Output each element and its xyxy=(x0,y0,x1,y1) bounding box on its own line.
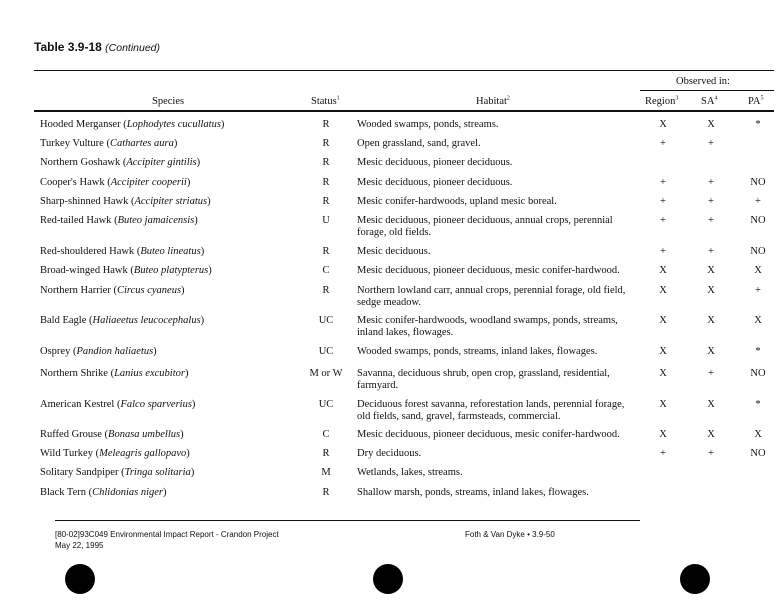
latin-open-paren: ( xyxy=(127,265,134,276)
habitat-cell: Northern lowland carr, annual crops, perennial forage, old field, sedge meadow. xyxy=(357,285,626,308)
species-latin-name: Buteo lineatus xyxy=(140,246,201,257)
footer-date: May 22, 1995 xyxy=(55,541,104,550)
latin-open-paren: ( xyxy=(103,138,110,149)
region-cell: + xyxy=(660,246,666,257)
species-common-name: Sharp-shinned Hawk xyxy=(40,196,129,207)
region-cell: X xyxy=(659,119,667,130)
latin-open-paren: ( xyxy=(134,246,141,257)
sa-cell: + xyxy=(708,215,714,226)
pa-cell: NO xyxy=(750,177,766,188)
observed-in-header: Observed in: xyxy=(676,76,730,87)
habitat-cell: Wooded swamps, ponds, streams. xyxy=(357,119,499,130)
species-latin-name: Cathartes aura xyxy=(109,138,174,149)
footer-page-ref: Foth & Van Dyke • 3.9-50 xyxy=(465,530,555,539)
region-cell: X xyxy=(659,368,667,379)
status-cell: M xyxy=(321,467,331,478)
species-common-name: Osprey xyxy=(40,346,71,357)
species-cell xyxy=(40,215,198,226)
sa-cell: X xyxy=(707,399,715,410)
latin-close-paren: ) xyxy=(220,119,225,130)
species-cell xyxy=(40,265,212,276)
status-header-label: Status xyxy=(311,96,337,107)
status-cell: R xyxy=(322,157,330,168)
region-cell: + xyxy=(660,215,666,226)
latin-open-paren: ( xyxy=(70,346,77,357)
latin-close-paren: ) xyxy=(200,315,205,326)
pa-cell: + xyxy=(755,196,761,207)
habitat-cell: Mesic conifer-hardwoods, woodland swamps, ponds, streams, inland lakes, flowages. xyxy=(357,315,618,338)
status-cell: M or W xyxy=(309,368,343,379)
status-cell: UC xyxy=(318,399,334,410)
footer-doc-id: [80-02]93C049 Environmental Impact Report - Crandon Project xyxy=(55,530,279,539)
habitat-cell: Dry deciduous. xyxy=(357,448,422,459)
species-cell xyxy=(40,196,211,207)
status-cell: UC xyxy=(318,315,334,326)
status-cell: R xyxy=(322,119,330,130)
table-number: Table 3.9-18 xyxy=(34,40,102,54)
species-cell xyxy=(40,285,185,296)
species-latin-name: Falco sparverius xyxy=(120,399,192,410)
habitat-header-label: Habitat xyxy=(476,96,507,107)
species-latin-name: Buteo jamaicensis xyxy=(117,215,195,226)
species-latin-name: Lanius excubitor xyxy=(114,368,185,379)
species-latin-name: Accipiter striatus xyxy=(134,196,208,207)
sa-cell: + xyxy=(708,138,714,149)
pa-cell: * xyxy=(755,399,761,410)
species-common-name: Cooper's Hawk xyxy=(40,177,105,188)
sa-cell: X xyxy=(707,285,715,296)
status-cell: R xyxy=(322,196,330,207)
status-cell: C xyxy=(322,265,330,276)
punch-hole-center xyxy=(373,564,403,594)
region-cell: X xyxy=(659,265,667,276)
column-header-species: Species xyxy=(152,96,185,107)
status-cell: R xyxy=(322,487,330,498)
region-cell: X xyxy=(659,429,667,440)
latin-close-paren: ) xyxy=(190,467,195,478)
species-latin-name: Accipiter gintilis xyxy=(126,157,197,168)
latin-close-paren: ) xyxy=(153,346,157,357)
species-latin-name: Pandion haliaetus xyxy=(76,346,154,357)
sa-cell: X xyxy=(707,429,715,440)
latin-open-paren: ( xyxy=(118,467,125,478)
pa-cell: NO xyxy=(750,246,766,257)
sa-header-label: SA xyxy=(701,96,715,107)
habitat-cell: Shallow marsh, ponds, streams, inland lakes, flowages. xyxy=(357,487,589,498)
pa-cell: * xyxy=(755,119,761,130)
pa-cell: * xyxy=(755,346,761,357)
sa-cell: X xyxy=(707,346,715,357)
species-cell xyxy=(40,138,177,149)
region-footnote-marker: 3 xyxy=(675,95,679,102)
habitat-cell: Mesic deciduous, pioneer deciduous. xyxy=(357,157,513,168)
species-common-name: Northern Harrier xyxy=(40,285,111,296)
status-cell: R xyxy=(322,177,330,188)
status-cell: U xyxy=(322,215,330,226)
species-latin-name: Lophodytes cucullatus xyxy=(126,119,221,130)
punch-hole-right xyxy=(680,564,710,594)
species-common-name: Wild Turkey xyxy=(40,448,93,459)
species-cell xyxy=(40,448,190,459)
status-cell: C xyxy=(322,429,330,440)
species-cell xyxy=(40,467,194,478)
latin-close-paren: ) xyxy=(181,285,185,296)
species-cell xyxy=(40,368,188,379)
latin-open-paren: ( xyxy=(120,119,127,130)
region-cell: X xyxy=(659,399,667,410)
sa-cell: X xyxy=(707,315,715,326)
pa-cell: X xyxy=(754,265,762,276)
habitat-cell: Mesic deciduous. xyxy=(357,246,431,257)
status-cell: R xyxy=(322,448,330,459)
latin-close-paren: ) xyxy=(186,177,191,188)
latin-close-paren: ) xyxy=(180,429,184,440)
latin-open-paren: ( xyxy=(92,448,100,459)
latin-close-paren: ) xyxy=(196,157,201,168)
sa-cell: X xyxy=(707,265,715,276)
species-common-name: Turkey Vulture xyxy=(40,138,104,149)
species-cell xyxy=(40,346,157,357)
latin-close-paren: ) xyxy=(184,368,189,379)
species-cell xyxy=(40,157,200,168)
status-cell: UC xyxy=(318,346,334,357)
species-latin-name: Tringa solitaria xyxy=(124,467,191,478)
sa-footnote-marker: 4 xyxy=(714,95,718,102)
species-common-name: American Kestrel xyxy=(40,399,115,410)
punch-hole-left xyxy=(65,564,95,594)
pa-cell: X xyxy=(754,429,762,440)
species-latin-name: Circus cyaneus xyxy=(116,285,182,296)
latin-open-paren: ( xyxy=(104,177,111,188)
continued-label: (Continued) xyxy=(105,42,161,54)
sa-cell: + xyxy=(708,177,714,188)
species-common-name: Hooded Merganser xyxy=(40,119,121,130)
habitat-footnote-marker: 2 xyxy=(506,95,510,102)
habitat-cell: Mesic deciduous, pioneer deciduous, mesic conifer-hardwood. xyxy=(357,429,620,440)
species-latin-name: Meleagris gallopavo xyxy=(99,448,187,459)
region-cell: X xyxy=(659,285,667,296)
habitat-cell: Deciduous forest savanna, reforestation lands, perennial forage, old fields, sand, gravel, farmsteads, commercial. xyxy=(357,399,625,422)
region-cell: X xyxy=(659,346,667,357)
sa-cell: + xyxy=(708,196,714,207)
region-header-label: Region xyxy=(645,96,676,107)
region-cell: + xyxy=(660,196,666,207)
species-cell xyxy=(40,315,204,326)
species-latin-name: Buteo platypterus xyxy=(133,265,209,276)
region-cell: + xyxy=(660,177,666,188)
latin-open-paren: ( xyxy=(114,399,121,410)
species-common-name: Broad-winged Hawk xyxy=(40,265,128,276)
species-cell xyxy=(40,399,195,410)
latin-open-paren: ( xyxy=(86,487,93,498)
habitat-cell: Mesic deciduous, pioneer deciduous, annual crops, perennial forage, old fields. xyxy=(357,215,613,238)
habitat-cell: Mesic deciduous, pioneer deciduous, mesic conifer-hardwood. xyxy=(357,265,620,276)
species-latin-name: Chlidonias niger xyxy=(92,487,164,498)
latin-open-paren: ( xyxy=(86,315,93,326)
pa-cell: + xyxy=(755,285,761,296)
region-cell: X xyxy=(659,315,667,326)
region-cell: + xyxy=(660,138,666,149)
species-cell xyxy=(40,246,204,257)
species-latin-name: Haliaeetus leucocephalus xyxy=(92,315,201,326)
sa-cell: X xyxy=(707,119,715,130)
species-common-name: Red-tailed Hawk xyxy=(40,215,112,226)
species-common-name: Solitary Sandpiper xyxy=(40,467,119,478)
latin-close-paren: ) xyxy=(163,487,167,498)
species-cell xyxy=(40,177,190,188)
latin-close-paren: ) xyxy=(186,448,190,459)
sa-cell: + xyxy=(708,246,714,257)
habitat-cell: Mesic deciduous, pioneer deciduous. xyxy=(357,177,513,188)
habitat-cell: Wetlands, lakes, streams. xyxy=(357,467,463,478)
pa-footnote-marker: 5 xyxy=(760,95,764,102)
pa-cell: NO xyxy=(750,215,766,226)
latin-open-paren: ( xyxy=(107,368,115,379)
latin-open-paren: ( xyxy=(120,157,127,168)
latin-open-paren: ( xyxy=(101,429,109,440)
latin-open-paren: ( xyxy=(110,285,117,296)
species-cell xyxy=(40,487,167,498)
sa-cell: + xyxy=(708,448,714,459)
habitat-cell: Wooded swamps, ponds, streams, inland lakes, flowages. xyxy=(357,346,598,357)
pa-cell: NO xyxy=(750,368,766,379)
species-common-name: Northern Shrike xyxy=(40,368,108,379)
footer-rule xyxy=(55,520,640,521)
species-common-name: Red-shouldered Hawk xyxy=(40,246,135,257)
pa-cell: NO xyxy=(750,448,766,459)
species-latin-name: Bonasa umbellus xyxy=(108,429,181,440)
sa-cell: + xyxy=(708,368,714,379)
latin-close-paren: ) xyxy=(194,215,198,226)
latin-close-paren: ) xyxy=(207,196,211,207)
pa-header-label: PA xyxy=(748,96,761,107)
species-cell xyxy=(40,119,224,130)
species-common-name: Black Tern xyxy=(40,487,87,498)
latin-close-paren: ) xyxy=(208,265,212,276)
habitat-cell: Mesic conifer-hardwoods, upland mesic boreal. xyxy=(357,196,557,207)
species-latin-name: Accipiter cooperii xyxy=(110,177,187,188)
latin-close-paren: ) xyxy=(173,138,178,149)
species-common-name: Northern Goshawk xyxy=(40,157,121,168)
species-common-name: Bald Eagle xyxy=(40,315,87,326)
habitat-cell: Savanna, deciduous shrub, open crop, grassland, residential, farmyard. xyxy=(357,368,610,391)
latin-open-paren: ( xyxy=(128,196,135,207)
status-footnote-marker: 1 xyxy=(336,95,340,102)
species-common-name: Ruffed Grouse xyxy=(40,429,102,440)
latin-open-paren: ( xyxy=(111,215,118,226)
region-cell: + xyxy=(660,448,666,459)
status-cell: R xyxy=(322,138,330,149)
habitat-cell: Open grassland, sand, gravel. xyxy=(357,138,481,149)
status-cell: R xyxy=(322,246,330,257)
pa-cell: X xyxy=(754,315,762,326)
latin-close-paren: ) xyxy=(200,246,205,257)
species-cell xyxy=(40,429,184,440)
latin-close-paren: ) xyxy=(191,399,196,410)
status-cell: R xyxy=(322,285,330,296)
